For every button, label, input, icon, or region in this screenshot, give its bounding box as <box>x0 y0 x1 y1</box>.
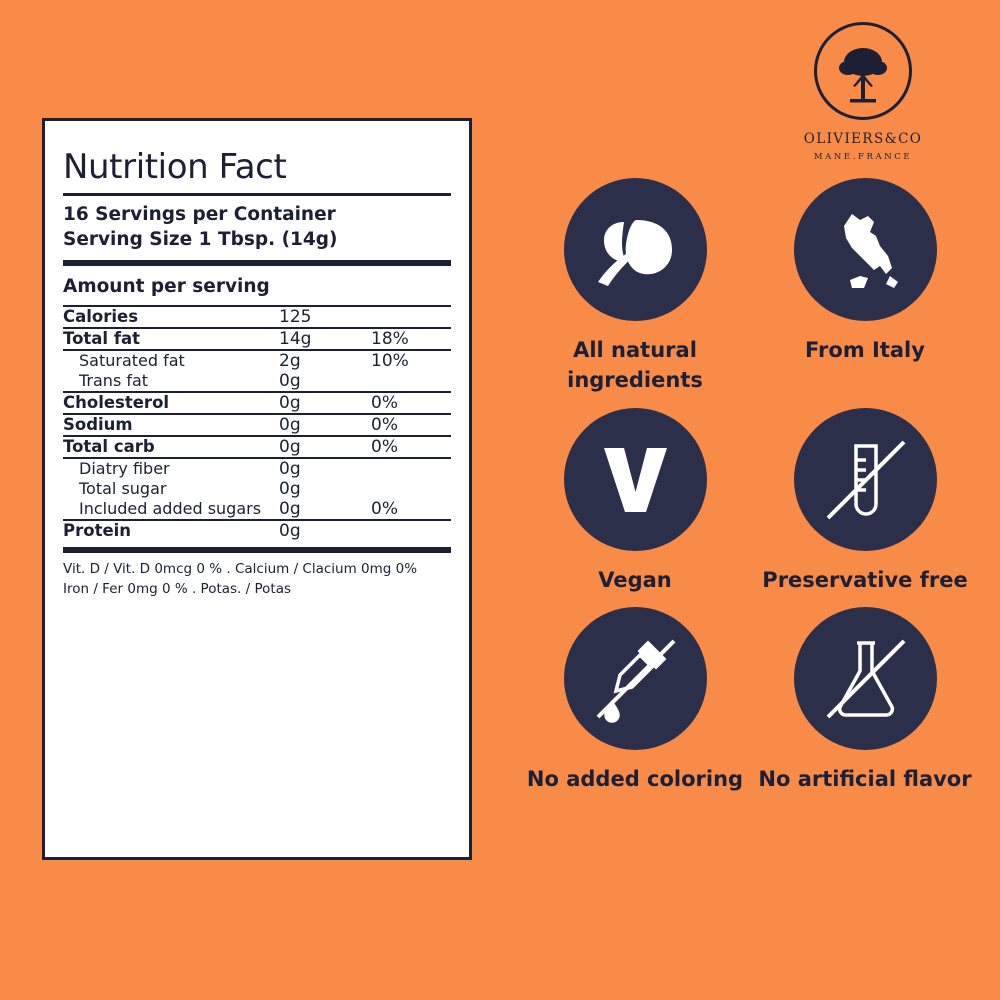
logo-origin: MANE.FRANCE <box>813 152 913 162</box>
nutrition-facts-panel <box>42 118 472 860</box>
badge-circle <box>794 408 937 551</box>
dropper-crossed-icon <box>564 607 707 750</box>
badge-preservative-free <box>750 408 980 595</box>
row-daily-value <box>371 479 451 499</box>
row-label: Cholesterol <box>63 392 170 412</box>
olive-tree-icon <box>820 28 906 114</box>
italy-map-icon <box>794 178 937 321</box>
row-daily-value: 0% <box>371 436 398 457</box>
badge-label: No artificial flavor <box>758 767 972 792</box>
row-daily-value: 0% <box>371 414 398 435</box>
amount-per-serving-label: Amount per serving <box>63 275 270 297</box>
servings-per-container: 16 Servings per Container <box>63 204 336 225</box>
row-amount: 0g <box>279 478 301 499</box>
badge-row-2 <box>520 408 980 607</box>
row-amount: 0g <box>279 414 301 435</box>
badge-label: Preservative free <box>762 567 968 592</box>
footer-line-1: Vit. D / Vit. D 0mcg 0 % . Calcium / Clacium 0mg 0% <box>63 560 418 577</box>
row-label: Trans fat <box>79 370 149 390</box>
table-row <box>63 415 451 435</box>
row-daily-value: 18% <box>371 328 409 349</box>
row-amount: 2g <box>279 350 301 371</box>
badge-label: No added coloring <box>526 767 744 792</box>
leaf-icon <box>564 178 707 321</box>
table-row <box>63 329 451 349</box>
badge-all-natural <box>520 178 750 396</box>
badge-circle <box>794 178 937 321</box>
row-label: Diatry fiber <box>79 458 170 478</box>
table-row <box>63 393 451 413</box>
row-daily-value <box>371 371 451 391</box>
table-row <box>63 499 451 519</box>
serving-size: Serving Size 1 Tbsp. (14g) <box>63 228 338 250</box>
badge-circle <box>564 408 707 551</box>
nutrition-table-body <box>63 307 451 541</box>
logo-circle <box>814 22 912 120</box>
row-amount: 0g <box>279 392 301 413</box>
badge-label: All natural ingredients <box>567 338 703 393</box>
row-daily-value: 10% <box>371 350 409 371</box>
nutrition-table <box>63 307 451 541</box>
row-amount: 0g <box>279 370 301 391</box>
badge-no-added-coloring <box>520 607 750 794</box>
badge-vegan <box>520 408 750 595</box>
row-amount: 0g <box>279 458 301 479</box>
table-row <box>63 459 451 479</box>
brand-logo <box>778 22 948 162</box>
table-row <box>63 479 451 499</box>
badge-from-italy <box>750 178 980 396</box>
test-tube-crossed-icon <box>794 408 937 551</box>
micronutrient-footer <box>63 553 451 600</box>
row-daily-value <box>371 307 451 327</box>
feature-badges <box>520 178 980 807</box>
table-row <box>63 521 451 541</box>
badge-row-3 <box>520 607 980 806</box>
row-daily-value <box>371 521 451 541</box>
badge-circle <box>564 178 707 321</box>
row-label: Total fat <box>63 328 141 348</box>
row-amount: 0g <box>279 520 301 541</box>
vegan-v-icon <box>564 408 707 551</box>
row-label: Included added sugars <box>79 498 262 518</box>
row-daily-value: 0% <box>371 392 398 413</box>
badge-label: From Italy <box>805 338 925 362</box>
row-amount: 14g <box>279 328 312 349</box>
row-amount: 0g <box>279 498 301 519</box>
row-label: Calories <box>63 306 139 326</box>
table-row <box>63 437 451 457</box>
badge-circle <box>564 607 707 750</box>
row-label: Protein <box>63 520 132 540</box>
badge-label: Vegan <box>598 567 672 592</box>
logo-brand-name: OLIVIERS&CO <box>803 131 923 147</box>
table-row <box>63 371 451 391</box>
row-label: Total sugar <box>79 478 167 498</box>
nutrition-facts-title: Nutrition Fact <box>63 147 287 187</box>
row-daily-value <box>371 459 451 479</box>
row-label: Sodium <box>63 414 133 434</box>
row-label: Saturated fat <box>79 350 185 370</box>
flask-crossed-icon <box>794 607 937 750</box>
badge-no-artificial-flavor <box>750 607 980 794</box>
table-row <box>63 307 451 327</box>
servings-block <box>63 196 451 260</box>
table-row <box>63 351 451 371</box>
badge-row-1 <box>520 178 980 408</box>
row-label: Total carb <box>63 436 155 456</box>
row-daily-value: 0% <box>371 498 398 519</box>
row-amount: 125 <box>279 306 312 327</box>
footer-line-2: Iron / Fer 0mg 0 % . Potas. / Potas <box>63 581 291 598</box>
badge-circle <box>794 607 937 750</box>
row-amount: 0g <box>279 436 301 457</box>
